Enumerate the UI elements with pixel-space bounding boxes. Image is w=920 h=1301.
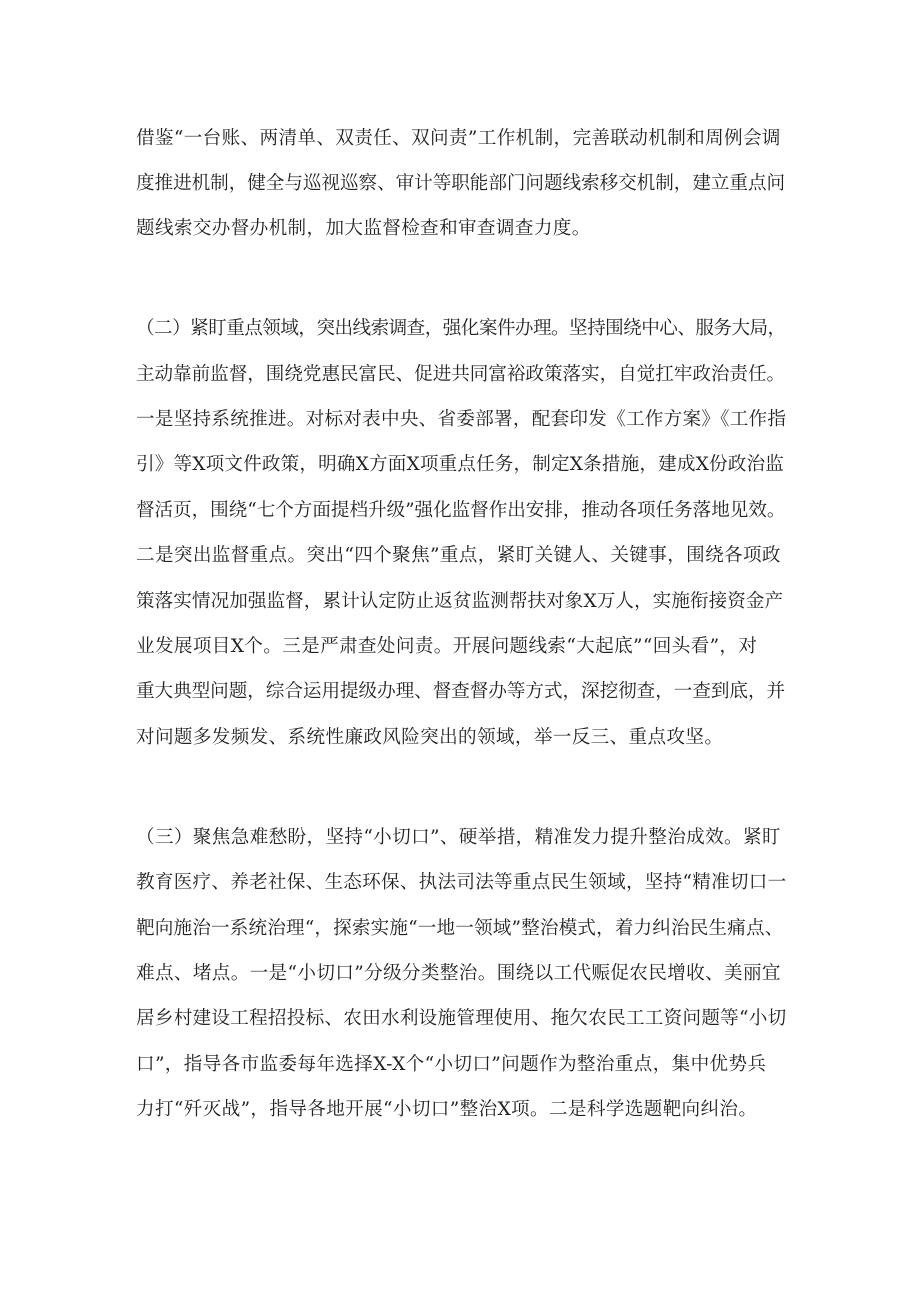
text-line: 靶向施治一系统治理“，探索实施“一地一领域”整治模式，着力纠治民生痛点、 [136,918,784,939]
text-line: 度推进机制，健全与巡视巡察、审计等职能部门问题线索移交机制，建立重点问 [136,173,786,194]
text-line: 策落实情况加强监督，累计认定防止返贫监测帮扶对象X万人，实施衔接资金产 [136,591,784,612]
text-line: 居乡村建设工程招投标、农田水利设施管理使用、拖欠农民工工资问题等“小切 [136,1008,787,1029]
text-line: 对问题多发频发、系统性廉政风险突出的领域，举一反三、重点攻坚。 [136,727,724,748]
text-line: （三）聚焦急难愁盼，坚持“小切口”、硬举措，精准发力提升整治成效。紧盯 [136,827,781,848]
text-line: 借鉴“一台账、两清单、双责任、双问责”工作机制，完善联动机制和周例会调 [136,128,781,149]
text-line: 口”，指导各市监委每年选择X-X个“小切口”问题作为整治重点，集中优势兵 [136,1054,767,1075]
text-line: 二是突出监督重点。突出“四个聚焦”重点，紧盯关键人、关键事，围绕各项政 [136,545,781,566]
text-line: 督活页，围绕“七个方面提档升级”强化监督作出安排，推动各项任务落地见效。 [136,500,786,521]
text-line: 教育医疗、养老社保、生态环保、执法司法等重点民生领域，坚持“精准切口一 [136,872,787,893]
text-line: 重大典型问题，综合运用提级办理、督查督办等方式，深挖彻查，一查到底，并 [136,681,786,702]
text-line: 业发展项目X个。三是严肃查处问责。开展问题线索“大起底”“回头看”，对 [136,636,758,657]
text-line: 一是坚持系统推进。对标对表中央、省委部署，配套印发《工作方案》《工作指 [136,409,787,430]
text-line: 题线索交办督办机制，加大监督检查和审查调查力度。 [136,218,591,239]
text-line: 引》等X项文件政策，明确X方面X项重点任务，制定X条措施，建成X份政治监 [136,454,784,475]
text-line: 主动靠前监督，围绕党惠民富民、促进共同富裕政策落实，自觉扛牢政治责任。 [136,364,786,385]
text-line: 力打“歼灭战”，指导各地开展“小切口”整治X项。二是科学选题靶向纠治。 [136,1099,758,1120]
text-line: （二）紧盯重点领域，突出线索调查，强化案件办理。坚持围绕中心、服务大局， [136,318,786,339]
text-line: 难点、堵点。一是“小切口”分级分类整治。围绕以工代赈促农民增收、美丽宜 [136,963,781,984]
